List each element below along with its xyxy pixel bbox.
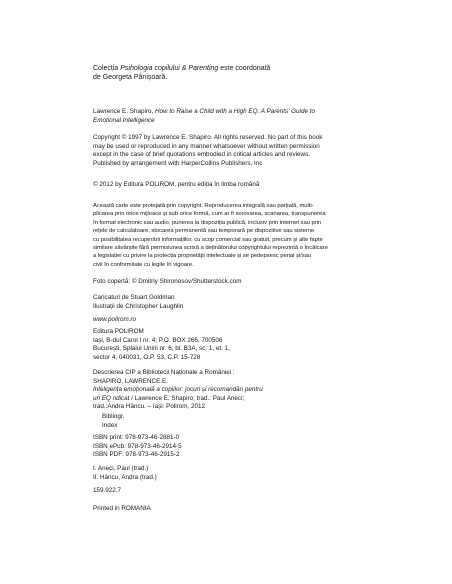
contributor: I. Aneci, Paul (trad.) — [93, 465, 149, 472]
address-line: Iași, B-dul Carol I nr. 4; P.O. BOX 266, 700506 — [93, 336, 223, 344]
publisher-name: Editura POLIROM — [93, 328, 144, 335]
original-title-line-2: Emotional Intelligence — [93, 116, 155, 124]
original-title — [93, 108, 375, 125]
collection-prefix: Colecția — [93, 65, 121, 72]
edition-notice — [93, 181, 375, 190]
collection-line-1 — [93, 64, 375, 73]
cip-index: Index — [102, 421, 118, 429]
artwork-credits — [93, 294, 375, 311]
cip-notes — [93, 413, 375, 430]
original-title-line-1 — [93, 108, 375, 117]
cartoons-credit: Caricaturi de Stuart Goldman — [93, 294, 175, 301]
copyright-notice — [93, 134, 375, 168]
collection-note — [93, 64, 375, 82]
contributors-list — [93, 465, 375, 482]
legal-line: rețele de calculatoare, stocarea permanentă sau temporară pe dispozitive sau sisteme — [93, 228, 315, 235]
cip-bibliography: Bibliogr. — [102, 413, 125, 420]
printed-in — [93, 505, 375, 514]
cip-title-end: un EQ ridicat — [93, 394, 130, 402]
cip-author: SHAPIRO, LAWRENCE E. — [93, 377, 168, 385]
legal-line: plicarea prin orice mijloace și sub orice formă, cum ar fi xeroxarea, scanarea, transpunerea — [93, 211, 326, 218]
isbn-list — [93, 434, 375, 460]
legal-line: cu posibilitatea recuperării informațiilor, cu scop comercial sau gratuit, precum și alte fapte — [93, 236, 323, 243]
cip-title-line-2 — [93, 395, 375, 404]
original-author: Lawrence E. Shapiro, — [93, 108, 155, 115]
copyright-line: Published by arrangement with HarperCollins Publishers, Inc — [93, 159, 263, 167]
classification — [93, 487, 375, 496]
publisher-address — [93, 328, 375, 362]
cover-photo-credit: Foto copertă: © Dmitriy Shironosov/Shutterstock.com — [93, 278, 242, 285]
edition-line: © 2012 by Editura POLIROM, pentru ediția în limba română — [93, 181, 260, 188]
printed-in-text: Printed in ROMANIA — [93, 505, 151, 512]
original-title-text: How to Raise a Child with a High EQ. A Parents' Guide to — [154, 108, 315, 115]
cip-heading: Descrierea CIP a Bibliotecii Naționale a României : — [93, 369, 235, 376]
website-link[interactable]: www.polirom.ro — [93, 316, 137, 323]
cip-translators: / Lawrence E. Shapiro; trad.: Paul Aneci; — [129, 394, 245, 402]
legal-line: a legislației cu privire la protecția proprietății intelectuale și se pedepsesc penal și/sau — [93, 253, 312, 260]
collection-line-2: de Georgeta Pânișoară. — [93, 74, 168, 81]
publisher-website — [93, 316, 375, 325]
legal-line: în format electronic sau audio, punerea la dispoziția publică, inclusiv prin internet sau prin — [93, 219, 322, 226]
cover-credit — [93, 278, 375, 287]
cip-title-line-3: trad.:Andra Hâncu. – Iași: Polirom, 2012 — [93, 403, 206, 411]
copyright-line: except in the case of brief quotations embodied in critical articles and reviews. — [93, 151, 311, 159]
legal-line: similare săvârșite fără permisiunea scrisă a deținătorului copyrightului reprezintă o încălcare — [93, 245, 328, 252]
isbn-print: ISBN print: 978-973-46-2881-0 — [93, 434, 180, 441]
collection-name: Psihologia copilului & Parenting — [120, 65, 219, 72]
copyright-line: Copyright © 1997 by Lawrence E. Shapiro. All rights reserved. No part of this book — [93, 134, 323, 141]
cip-block — [93, 369, 375, 412]
legal-notice — [93, 202, 375, 269]
legal-line: Această carte este protejată prin copyright. Reproducerea integrală sau parțială, multi- — [93, 203, 314, 209]
isbn-pdf: ISBN PDF: 978-973-46-2915-2 — [93, 451, 180, 459]
copyright-line: may be used or reproduced in any manner whatsoever without written permission — [93, 142, 320, 150]
cip-title-line-1: Inteligența emoțională a copiilor: jocuri și recomandări pentru — [93, 386, 263, 394]
isbn-epub: ISBN ePub: 978-973-46-2914-5 — [93, 442, 182, 450]
legal-line: civil în conformitate cu legile în vigoare. — [93, 261, 194, 268]
collection-suffix: este coordonată — [218, 65, 271, 72]
classification-code: 159.922.7 — [93, 487, 122, 494]
illustrations-credit: Ilustrații de Christopher Laughlin — [93, 302, 184, 310]
address-line: București, Splaiul Unirii nr. 6, bl. B3A, sc. 1, et. 1, — [93, 345, 230, 353]
address-line: sector 4, 040031, O.P. 53, C.P. 15-728 — [93, 353, 201, 361]
contributor: II. Hâncu, Andra (trad.) — [93, 473, 157, 481]
